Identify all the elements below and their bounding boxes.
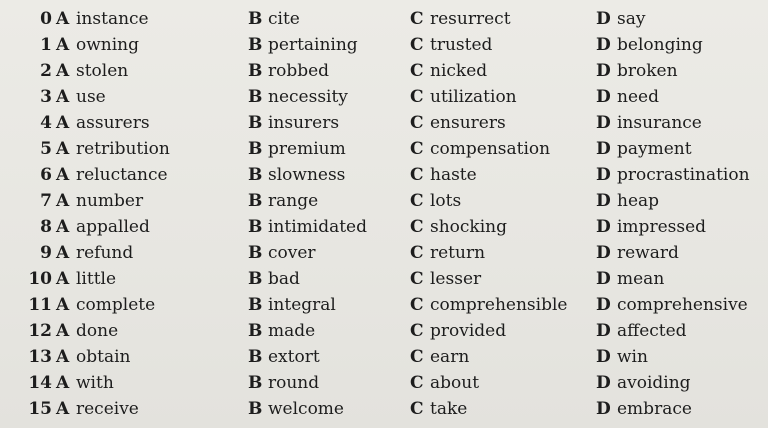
- option-letter-b: B: [248, 191, 263, 211]
- option-b-text: necessity: [268, 87, 348, 107]
- question-number: 2: [40, 61, 52, 81]
- option-letter-d: D: [596, 243, 611, 263]
- option-letter-c: C: [410, 191, 424, 211]
- option-letter-b: B: [248, 9, 263, 29]
- option-a-text: assurers: [76, 113, 150, 133]
- option-letter-c: C: [410, 9, 424, 29]
- option-d-text: embrace: [617, 399, 692, 419]
- option-d-text: impressed: [617, 217, 707, 237]
- option-letter-d: D: [596, 35, 611, 55]
- option-c-text: return: [430, 243, 486, 263]
- option-letter-d: D: [596, 165, 611, 185]
- option-c-text: compensation: [430, 139, 551, 159]
- option-letter-c: C: [410, 113, 424, 133]
- option-letter-b: B: [248, 61, 263, 81]
- option-letter-a: A: [56, 269, 70, 289]
- question-number: 10: [28, 269, 52, 289]
- option-c-text: haste: [430, 165, 477, 185]
- option-a-text: stolen: [76, 61, 129, 81]
- option-d-text: affected: [617, 321, 687, 341]
- options-table: [0, 6, 768, 422]
- option-letter-b: B: [248, 113, 263, 133]
- question-row: [0, 58, 768, 84]
- question-number: 4: [40, 113, 52, 133]
- option-letter-a: A: [56, 35, 70, 55]
- option-a-text: owning: [76, 35, 140, 55]
- option-b-text: integral: [268, 295, 336, 315]
- option-letter-b: B: [248, 373, 263, 393]
- option-letter-b: B: [248, 87, 263, 107]
- question-row: [0, 214, 768, 240]
- option-b-text: robbed: [268, 61, 330, 81]
- option-d-text: insurance: [617, 113, 702, 133]
- option-c-text: ensurers: [430, 113, 506, 133]
- question-number: 15: [28, 399, 52, 419]
- question-number: 5: [40, 139, 52, 159]
- option-a-text: appalled: [76, 217, 150, 237]
- option-letter-b: B: [248, 347, 263, 367]
- option-b-text: insurers: [268, 113, 340, 133]
- option-letter-c: C: [410, 347, 424, 367]
- option-letter-d: D: [596, 139, 611, 159]
- option-letter-a: A: [56, 295, 70, 315]
- option-a-text: done: [76, 321, 119, 341]
- option-b-text: premium: [268, 139, 346, 159]
- option-c-text: trusted: [430, 35, 493, 55]
- option-c-text: take: [430, 399, 468, 419]
- option-a-text: instance: [76, 9, 149, 29]
- question-number: 6: [40, 165, 52, 185]
- option-letter-a: A: [56, 373, 70, 393]
- option-c-text: utilization: [430, 87, 517, 107]
- question-number: 11: [28, 295, 52, 315]
- option-b-text: pertaining: [268, 35, 358, 55]
- question-row: [0, 188, 768, 214]
- option-d-text: payment: [617, 139, 692, 159]
- option-letter-a: A: [56, 399, 70, 419]
- option-letter-d: D: [596, 61, 611, 81]
- option-b-text: cite: [268, 9, 300, 29]
- question-number: 9: [40, 243, 52, 263]
- option-letter-a: A: [56, 217, 70, 237]
- option-a-text: reluctance: [76, 165, 168, 185]
- option-letter-a: A: [56, 165, 70, 185]
- option-b-text: cover: [268, 243, 316, 263]
- option-a-text: obtain: [76, 347, 131, 367]
- option-c-text: shocking: [430, 217, 507, 237]
- option-a-text: retribution: [76, 139, 170, 159]
- option-letter-a: A: [56, 9, 70, 29]
- option-letter-b: B: [248, 243, 263, 263]
- option-letter-b: B: [248, 139, 263, 159]
- option-d-text: procrastination: [617, 165, 750, 185]
- option-b-text: extort: [268, 347, 320, 367]
- question-number: 8: [40, 217, 52, 237]
- option-a-text: with: [76, 373, 114, 393]
- option-d-text: mean: [617, 269, 665, 289]
- option-letter-c: C: [410, 243, 424, 263]
- question-row: [0, 240, 768, 266]
- option-a-text: receive: [76, 399, 139, 419]
- option-d-text: win: [617, 347, 648, 367]
- option-letter-c: C: [410, 165, 424, 185]
- option-c-text: nicked: [430, 61, 488, 81]
- question-row: [0, 162, 768, 188]
- option-d-text: heap: [617, 191, 660, 211]
- option-letter-c: C: [410, 373, 424, 393]
- option-d-text: need: [617, 87, 659, 107]
- option-letter-b: B: [248, 217, 263, 237]
- question-row: [0, 318, 768, 344]
- option-d-text: belonging: [617, 35, 703, 55]
- option-b-text: bad: [268, 269, 300, 289]
- option-letter-a: A: [56, 139, 70, 159]
- question-number: 1: [40, 35, 52, 55]
- question-row: [0, 136, 768, 162]
- option-letter-c: C: [410, 399, 424, 419]
- option-d-text: reward: [617, 243, 679, 263]
- option-d-text: broken: [617, 61, 678, 81]
- option-d-text: comprehensive: [617, 295, 748, 315]
- option-c-text: lesser: [430, 269, 482, 289]
- option-letter-c: C: [410, 87, 424, 107]
- option-b-text: slowness: [268, 165, 346, 185]
- question-row: [0, 396, 768, 422]
- question-number: 0: [40, 9, 52, 29]
- option-b-text: range: [268, 191, 319, 211]
- option-letter-d: D: [596, 217, 611, 237]
- option-letter-d: D: [596, 295, 611, 315]
- question-row: [0, 6, 768, 32]
- option-letter-b: B: [248, 165, 263, 185]
- option-letter-d: D: [596, 399, 611, 419]
- question-number: 13: [28, 347, 52, 367]
- option-letter-a: A: [56, 87, 70, 107]
- option-letter-a: A: [56, 113, 70, 133]
- option-letter-d: D: [596, 113, 611, 133]
- option-b-text: made: [268, 321, 316, 341]
- option-letter-a: A: [56, 321, 70, 341]
- option-b-text: welcome: [268, 399, 344, 419]
- option-letter-d: D: [596, 191, 611, 211]
- option-d-text: say: [617, 9, 646, 29]
- option-d-text: avoiding: [617, 373, 691, 393]
- option-a-text: number: [76, 191, 144, 211]
- option-letter-a: A: [56, 61, 70, 81]
- option-letter-b: B: [248, 269, 263, 289]
- option-b-text: intimidated: [268, 217, 368, 237]
- option-a-text: complete: [76, 295, 156, 315]
- option-c-text: provided: [430, 321, 507, 341]
- option-letter-c: C: [410, 269, 424, 289]
- option-letter-b: B: [248, 399, 263, 419]
- question-row: [0, 292, 768, 318]
- question-row: [0, 32, 768, 58]
- question-number: 14: [28, 373, 52, 393]
- option-letter-c: C: [410, 295, 424, 315]
- option-letter-b: B: [248, 295, 263, 315]
- option-letter-b: B: [248, 35, 263, 55]
- option-letter-d: D: [596, 347, 611, 367]
- option-c-text: about: [430, 373, 480, 393]
- option-c-text: resurrect: [430, 9, 511, 29]
- option-letter-c: C: [410, 35, 424, 55]
- option-letter-a: A: [56, 191, 70, 211]
- option-letter-d: D: [596, 269, 611, 289]
- option-c-text: earn: [430, 347, 470, 367]
- option-a-text: use: [76, 87, 106, 107]
- question-row: [0, 84, 768, 110]
- option-a-text: refund: [76, 243, 134, 263]
- option-a-text: little: [76, 269, 117, 289]
- option-letter-c: C: [410, 321, 424, 341]
- option-letter-c: C: [410, 139, 424, 159]
- option-letter-c: C: [410, 217, 424, 237]
- option-letter-d: D: [596, 373, 611, 393]
- option-letter-d: D: [596, 87, 611, 107]
- question-row: [0, 370, 768, 396]
- question-row: [0, 344, 768, 370]
- option-letter-d: D: [596, 9, 611, 29]
- option-letter-b: B: [248, 321, 263, 341]
- option-b-text: round: [268, 373, 320, 393]
- question-number: 7: [40, 191, 52, 211]
- option-letter-c: C: [410, 61, 424, 81]
- question-number: 3: [40, 87, 52, 107]
- option-letter-d: D: [596, 321, 611, 341]
- question-row: [0, 266, 768, 292]
- question-number: 12: [28, 321, 52, 341]
- option-c-text: comprehensible: [430, 295, 568, 315]
- option-c-text: lots: [430, 191, 462, 211]
- question-row: [0, 110, 768, 136]
- option-letter-a: A: [56, 243, 70, 263]
- option-letter-a: A: [56, 347, 70, 367]
